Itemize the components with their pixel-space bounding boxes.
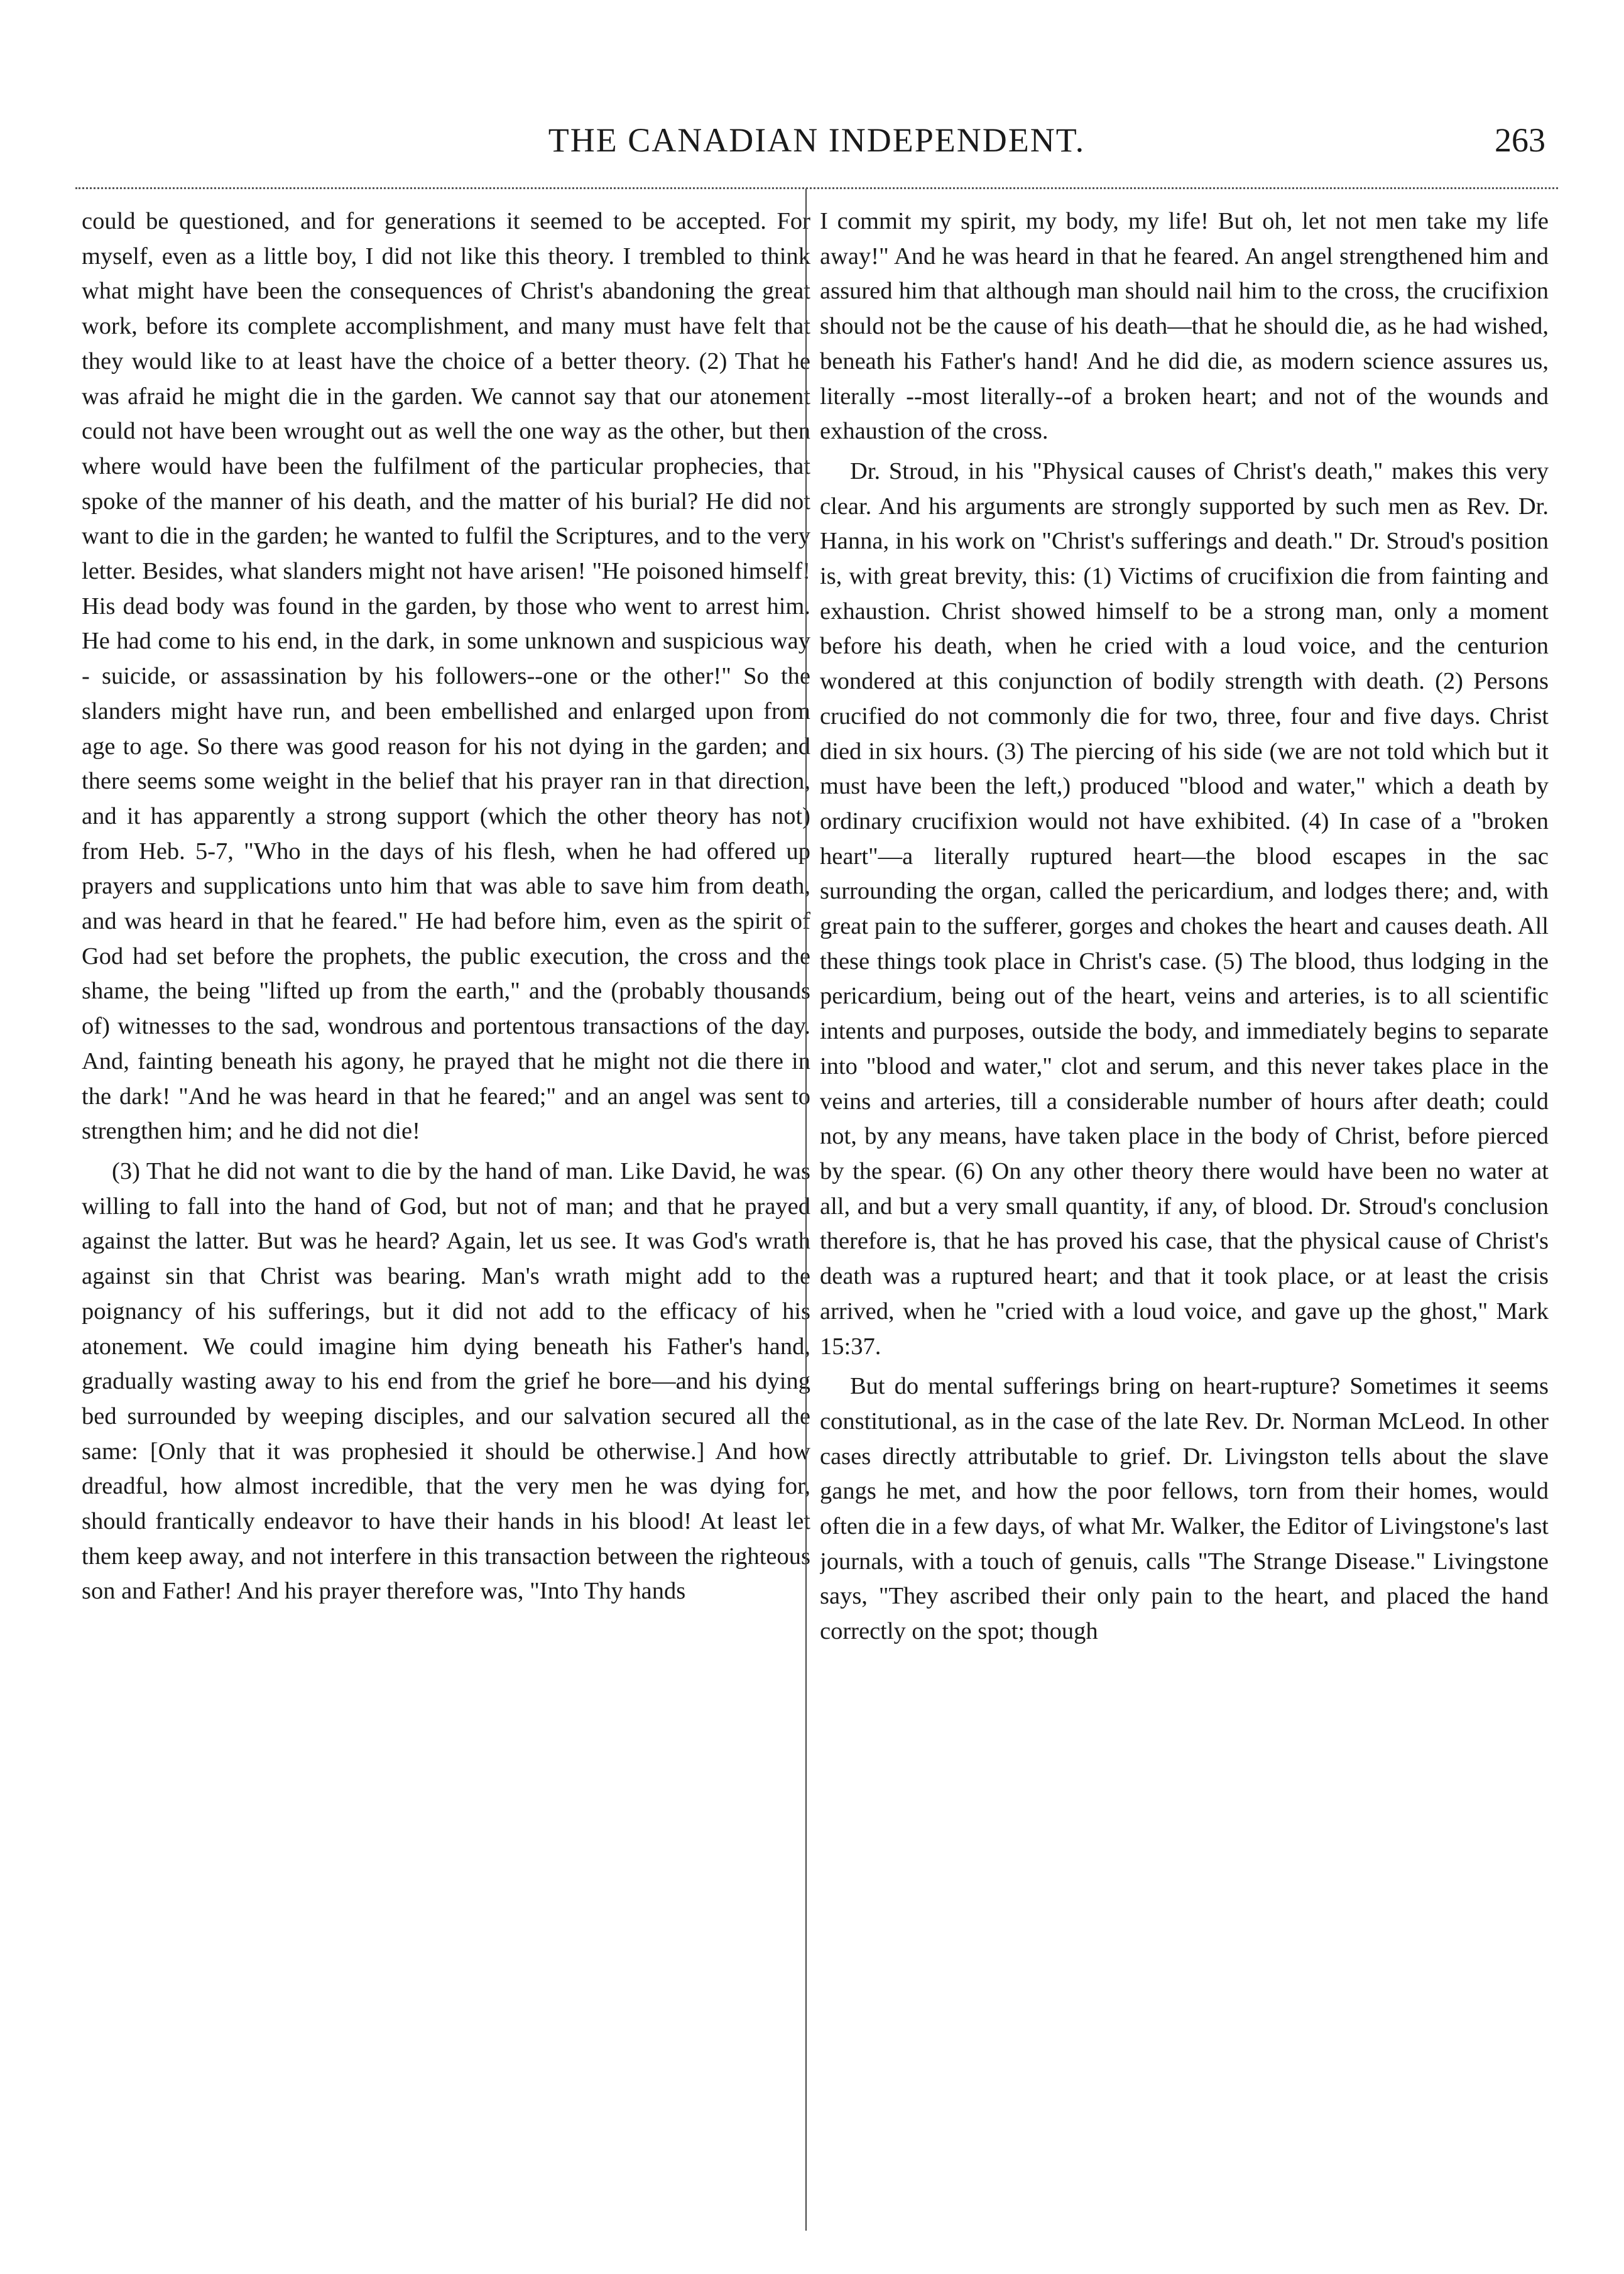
right-column [820, 204, 1549, 2228]
right-paragraph-3: But do mental sufferings bring on heart-rupture? Sometimes it seems constitutional, as in the case of the late Rev. Dr. Norman McLeod. In other cases directly attributable to grief. Dr. Livingston tells about the slave gangs he met, and how the poor fellows, torn from their homes, would often die in a few days, of what Mr. Walker, the Editor of Livingstone's last journals, with a touch of genuis, calls "The Strange Disease." Livingstone says, "They ascribed their only pain to the heart, and placed the hand correctly on the spot; though [820, 1373, 1549, 1645]
column-divider [805, 189, 807, 2231]
right-paragraph-2: Dr. Stroud, in his "Physical causes of Christ's death," makes this very clear. And his arguments are strongly supported by such men as Rev. Dr. Hanna, in his work on "Christ's sufferings and death." Dr. Stroud's position is, with great brevity, this: (1) Victims of crucifixion die from fainting and exhaustion. Christ showed himself to be a strong man, only a moment before his death, when he cried with a loud voice, and the centurion wondered at this conjunction of bodily strength with death. (2) Persons crucified do not commonly die for two, three, four and five days. Christ died in six hours. (3) The piercing of his side (we are not told which but it must have been the left,) produced "blood and water," which a death by ordinary crucifixion would not have exhibited. (4) In case of a "broken heart"—a literally ruptured heart—the blood escapes in the sac surrounding the organ, called the pericardium, and lodges there; and, with great pain to the sufferer, gorges and chokes the heart and causes death. All these things took place in Christ's case. (5) The blood, thus lodging in the pericardium, being out of the heart, veins and arteries, is to all scientific intents and purposes, outside the body, and immediately begins to separate into "blood and water," clot and serum, and this never takes place in the veins and arteries, till a considerable number of hours after death; could not, by any means, have taken place in the body of Christ, before pierced by the spear. (6) On any other theory there would have been no water at all, and but a very small quantity, if any, of blood. Dr. Stroud's conclusion therefore is, that he has proved his case, that the physical cause of Christ's death was a ruptured heart; and that it took place, or at least the crisis arrived, when he "cried with a loud voice, and gave up the ghost," Mark 15:37. [820, 457, 1549, 1360]
running-title: THE CANADIAN INDEPENDENT. [548, 121, 1086, 159]
page-number: 263 [1495, 121, 1545, 159]
header-rule [75, 187, 1558, 189]
left-paragraph-1: could be questioned, and for generations it seemed to be accepted. For myself, even as a little boy, I did not like this theory. I trembled to think what might have been the consequences of Christ's abandoning the great work, before its complete accomplishment, and many must have felt that they would like to at least have the choice of a better theory. (2) That he was afraid he might die in the garden. We cannot say that our atonement could not have been wrought out as well the one way as the other, but then where would have been the fulfilment of the particular prophecies, that spoke of the manner of his death, and the matter of his burial? He did not want to die in the garden; he wanted to fulfil the Scriptures, and to the very letter. Besides, what slanders might not have arisen! "He poisoned himself! His dead body was found in the garden, by those who went to arrest him. He had come to his end, in the dark, in some unknown and suspicious way - suicide, or assassination by his followers--one or the other!" So the slanders might have run, and been embellished and enlarged upon from age to age. So there was good reason for his not dying in the garden; and there seems some weight in the belief that his prayer ran in that direction, and it has apparently a strong support (which the other theory has not) from Heb. 5-7, "Who in the days of his flesh, when he had offered up prayers and supplications unto him that was able to save him from death, and was heard in that he feared." He had before him, even as the spirit of God had set before the prophets, the public execution, the cross and the shame, the being "lifted up from the earth," and the (probably thousands of) witnesses to the sad, wondrous and portentous transactions of the day. And, fainting beneath his agony, he prayed that he might not die there in the dark! "And he was heard in that he feared;" and an angel was sent to strengthen him; and he did not die! [82, 208, 810, 1145]
left-paragraph-2: (3) That he did not want to die by the hand of man. Like David, he was willing to fall into the hand of God, but not of man; and that he prayed against the latter. But was he heard? Again, let us see. It was God's wrath against sin that Christ was bearing. Man's wrath might add to the poignancy of his sufferings, but it did not add to the efficacy of his atonement. We could imagine him dying beneath his Father's hand, gradually wasting away to his end from the grief he bore—and his dying bed surrounded by weeping disciples, and our salvation secured all the same: [Only that it was prophesied it should be otherwise.] And how dreadful, how almost incredible, that the very men he was dying for, should frantically endeavor to have their hands in his blood! At least let them keep away, and not interfere in this transaction between the righteous son and Father! And his prayer therefore was, "Into Thy hands [82, 1157, 810, 1605]
left-column [82, 204, 810, 2228]
page-header [75, 113, 1558, 170]
right-paragraph-1: I commit my spirit, my body, my life! But oh, let not men take my life away!" And he was heard in that he feared. An angel strengthened him and assured him that although man should nail him to the cross, the crucifixion should not be the cause of his death—that he should die, as he had wished, beneath his Father's hand! And he did die, as modern science assures us, literally --most literally--of a broken heart; and not of the wounds and exhaustion of the cross. [820, 208, 1549, 445]
